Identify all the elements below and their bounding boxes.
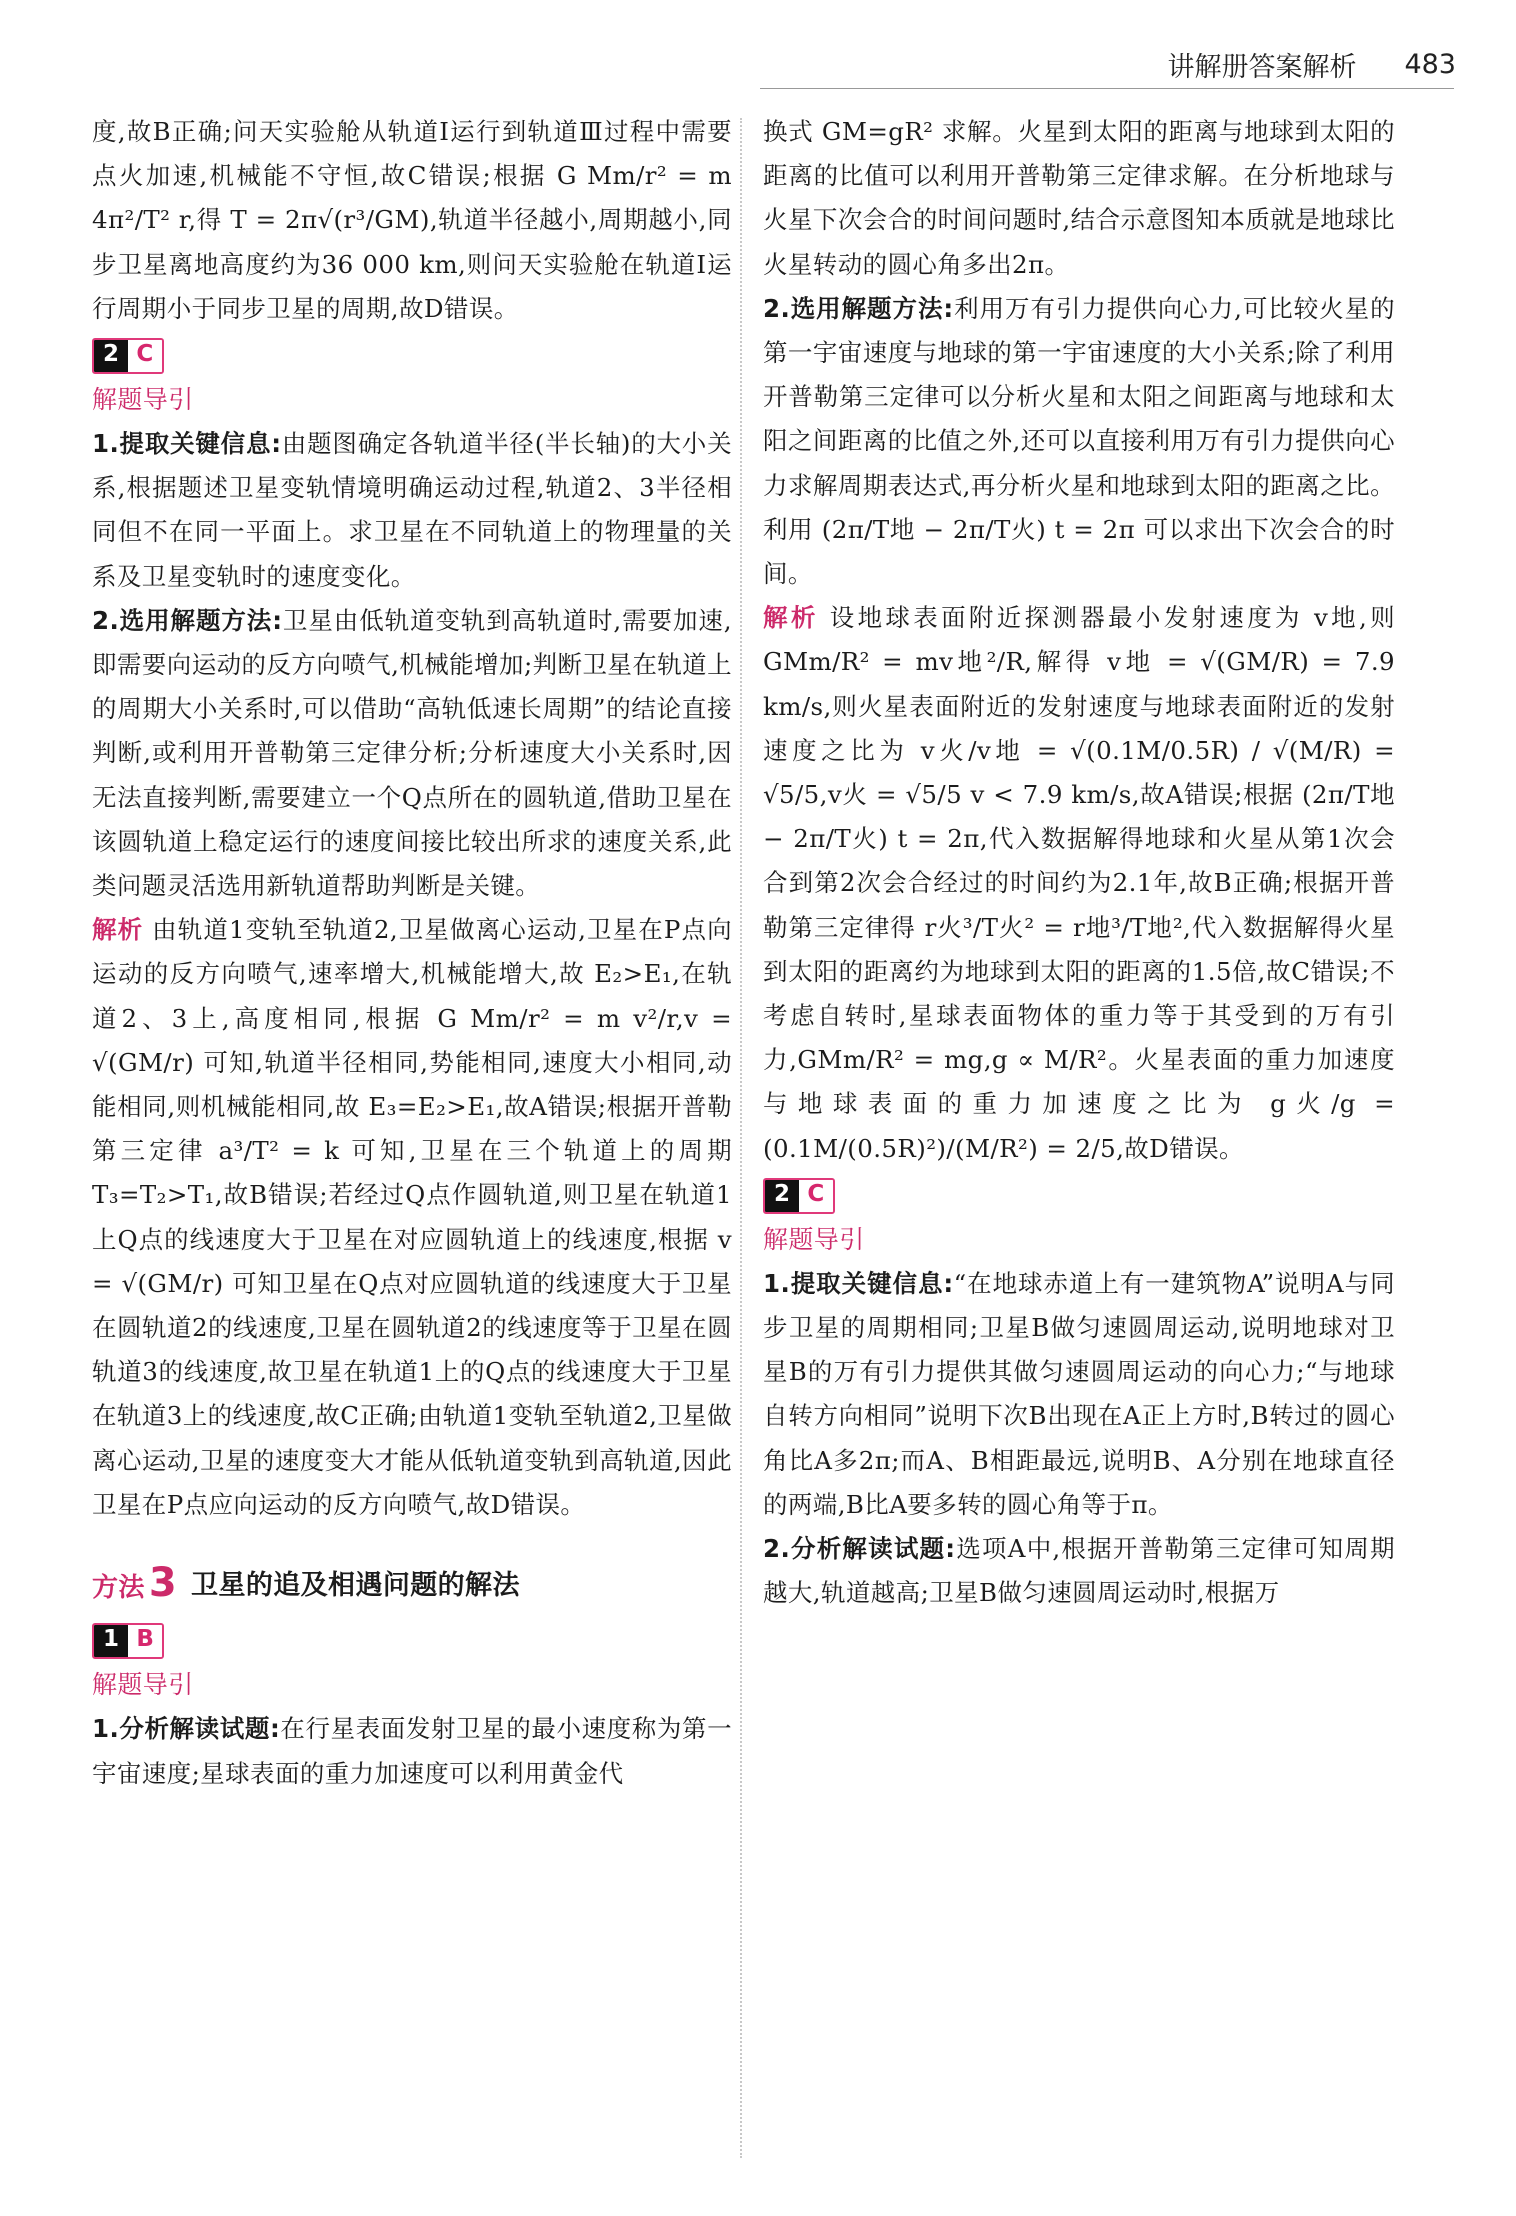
paragraph: [763, 1527, 1395, 1615]
answer-badge: [92, 338, 164, 374]
step-text: 利用万有引力提供向心力,可比较火星的第一宇宙速度与地球的第一宇宙速度的大小关系;除了利用开普勒第三定律可以分析火星和太阳之间距离与地球和太阳之间距离的比值之外,还可以直接利用万有引力提供向心力求解周期表达式,再分析火星和地球到太阳的距离之比。利用 (2π/T地 − 2π/T火) t = 2π 可以求出下次会合的时间。: [763, 293, 1395, 589]
analysis-label: 解析: [92, 915, 144, 945]
page-header: [1167, 34, 1456, 94]
step-text: 由题图确定各轨道半径(半长轴)的大小关系,根据题述卫星变轨情境明确运动过程,轨道2、3半径相同但不在同一平面上。求卫星在不同轨道上的物理量的关系及卫星变轨时的速度变化。: [92, 429, 732, 591]
analysis-label: 解析: [763, 603, 819, 633]
paragraph: [92, 599, 732, 908]
step-title: 1.提取关键信息:: [763, 1268, 954, 1298]
step-text: 选项A中,根据开普勒第三定律可知周期越大,轨道越高;卫星B做匀速圆周运动时,根据万: [763, 1534, 1395, 1608]
running-title: 讲解册答案解析: [1167, 51, 1357, 83]
left-column: [92, 110, 732, 1796]
step-title: 2.分析解读试题:: [763, 1534, 956, 1564]
header-rule: [760, 88, 1454, 89]
paragraph: [763, 287, 1395, 596]
column-divider: [740, 118, 742, 2158]
answer-letter: C: [128, 340, 161, 372]
paragraph: [763, 1262, 1395, 1527]
paragraph: [92, 422, 732, 599]
step-title: 1.分析解读试题:: [92, 1714, 281, 1744]
step-title: 2.选用解题方法:: [92, 605, 283, 635]
method-label: 方法: [92, 1573, 145, 1604]
guide-heading: 解题导引: [763, 1224, 865, 1254]
right-column: [763, 110, 1395, 1616]
method-heading: [92, 1561, 732, 1610]
method-tag: [92, 1561, 177, 1610]
analysis-text: 设地球表面附近探测器最小发射速度为 v地,则 GMm/R² = mv地²/R,解得 v地 = √(GM/R) = 7.9 km/s,则火星表面附近的发射速度与地球表面附近的发射速度之比为 v火/v地 = √(0.1M/0.5R) / √(M/R) = √5/5,v火 = √5/5 v < 7.9 km/s,故A错误;根据 (2π/T地 − 2π/T火) t = 2π,代入数据解得地球和火星从第1次会合到第2次会合经过的时间约为2.1年,故B正确;根据开普勒第三定律得 r火³/T火² = r地³/T地²,代入数据解得火星到太阳的距离约为地球到太阳的距离的1.5倍,故C错误;不考虑自转时,星球表面物体的重力等于其受到的万有引力,GMm/R² = mg,g ∝ M/R²。火星表面的重力加速度与地球表面的重力加速度之比为 g火/g = (0.1M/(0.5R)²)/(M/R²) = 2/5,故D错误。: [763, 603, 1395, 1163]
analysis-text: 由轨道1变轨至轨道2,卫星做离心运动,卫星在P点向运动的反方向喷气,速率增大,机械能增大,故 E₂>E₁,在轨道2、3上,高度相同,根据 G Mm/r² = m v²/r,v = √(GM/r) 可知,轨道半径相同,势能相同,速度大小相同,动能相同,则机械能相同,故 E₃=E₂>E₁,故A错误;根据开普勒第三定律 a³/T² = k 可知,卫星在三个轨道上的周期 T₃=T₂>T₁,故B错误;若经过Q点作圆轨道,则卫星在轨道1上Q点的线速度大于卫星在对应圆轨道上的线速度,根据 v = √(GM/r) 可知卫星在Q点对应圆轨道的线速度大于卫星在圆轨道2的线速度,卫星在圆轨道2的线速度等于卫星在圆轨道3的线速度,故卫星在轨道1上的Q点的线速度大于卫星在轨道3上的线速度,故C正确;由轨道1变轨至轨道2,卫星做离心运动,卫星的速度变大才能从低轨道变轨到高轨道,因此卫星在P点应向运动的反方向喷气,故D错误。: [92, 915, 732, 1519]
step-text: “在地球赤道上有一建筑物A”说明A与同步卫星的周期相同;卫星B做匀速圆周运动,说明地球对卫星B的万有引力提供其做匀速圆周运动的向心力;“与地球自转方向相同”说明下次B出现在A正上方时,B转过的圆心角比A多2π;而A、B相距最远,说明B、A分别在地球直径的两端,B比A要多转的圆心角等于π。: [763, 1268, 1395, 1519]
answer-badge: [92, 1623, 164, 1659]
step-title: 1.提取关键信息:: [92, 429, 282, 459]
method-title: 卫星的追及相遇问题的解法: [191, 1569, 520, 1601]
step-text: 卫星由低轨道变轨到高轨道时,需要加速,即需要向运动的反方向喷气,机械能增加;判断卫星在轨道上的周期大小关系时,可以借助“高轨低速长周期”的结论直接判断,或利用开普勒第三定律分析;分析速度大小关系时,因无法直接判断,需要建立一个Q点所在的圆轨道,借助卫星在该圆轨道上稳定运行的速度间接比较出所求的速度关系,此类问题灵活选用新轨道帮助判断是关键。: [92, 605, 732, 901]
step-title: 2.选用解题方法:: [763, 293, 954, 323]
question-number: 2: [765, 1180, 799, 1212]
paragraph: 度,故B正确;问天实验舱从轨道Ⅰ运行到轨道Ⅲ过程中需要点火加速,机械能不守恒,故C错误;根据 G Mm/r² = m 4π²/T² r,得 T = 2π√(r³/GM),轨道半径越小,周期越小,同步卫星离地高度约为36 000 km,则问天实验舱在轨道Ⅰ运行周期小于同步卫星的周期,故D错误。: [92, 117, 732, 323]
guide-heading: 解题导引: [92, 1670, 194, 1700]
paragraph: [763, 596, 1395, 1171]
question-number: 2: [94, 340, 128, 372]
method-number: 3: [148, 1560, 178, 1607]
step-text: 在行星表面发射卫星的最小速度称为第一宇宙速度;星球表面的重力加速度可以利用黄金代: [92, 1714, 732, 1788]
question-number: 1: [94, 1625, 128, 1657]
paragraph: [92, 1707, 732, 1795]
answer-letter: B: [128, 1625, 162, 1657]
answer-letter: C: [799, 1180, 832, 1212]
guide-heading: 解题导引: [92, 385, 194, 415]
paragraph: [92, 908, 732, 1527]
page-number: 483: [1404, 48, 1456, 80]
answer-badge: [763, 1178, 835, 1214]
paragraph: 换式 GM=gR² 求解。火星到太阳的距离与地球到太阳的距离的比值可以利用开普勒第三定律求解。在分析地球与火星下次会合的时间问题时,结合示意图知本质就是地球比火星转动的圆心角多出2π。: [763, 117, 1395, 279]
